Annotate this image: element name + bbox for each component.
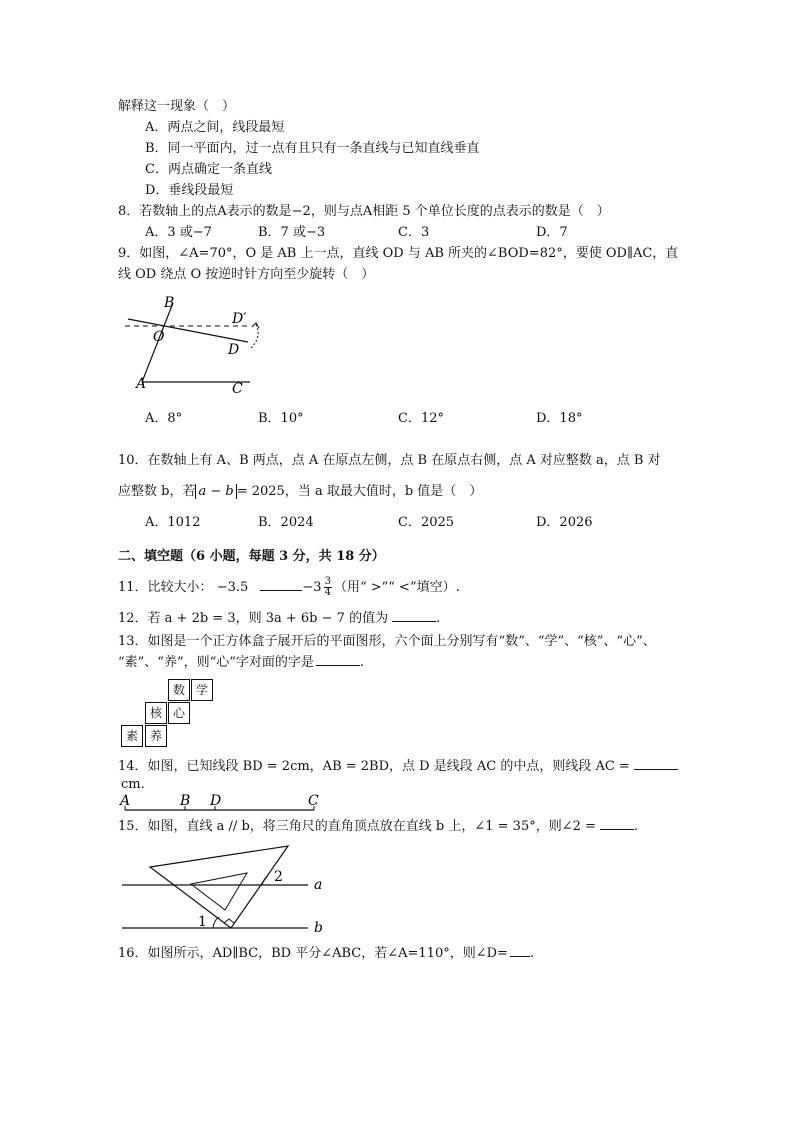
q14-answer-blank[interactable] <box>634 769 678 770</box>
q16-line <box>118 945 534 963</box>
section-2-title: 二、填空题（6 小题，每题 3 分，共 18 分） <box>118 549 385 564</box>
q10-line2-b: = 2025，当 a 取最大值时，b 值是（ ） <box>236 484 483 499</box>
q11-suffix: （用“ >”“ <”填空）. <box>333 580 460 595</box>
label-d: D <box>210 793 222 809</box>
q8-option-b: B．7 或−3 <box>258 225 326 240</box>
q14-line1 <box>118 758 678 776</box>
q9-option-d: D．18° <box>536 411 583 426</box>
q9-option-b: B．10° <box>258 411 304 426</box>
q11-fraction: $\frac{3}{4}$ <box>324 576 331 598</box>
q10-option-d: D．2026 <box>536 515 593 530</box>
line-od <box>128 319 248 342</box>
label-d-prime: D′ <box>232 311 247 327</box>
q10-option-a: A．1012 <box>145 515 201 530</box>
q10-option-b: B．2024 <box>258 515 314 530</box>
q15-line <box>118 818 638 836</box>
label-b: B <box>180 793 191 809</box>
q12-text: 12．若 a + 2b = 3，则 3a + 6b − 7 的值为 <box>118 611 389 626</box>
q14-segment-figure <box>118 793 328 815</box>
label-a: a <box>314 877 323 893</box>
q15-answer-blank[interactable] <box>600 829 634 830</box>
q9-option-a: A．8° <box>145 411 183 426</box>
q10-line1: 10．在数轴上有 A、B 两点，点 A 在原点左侧，点 B 在原点右侧，点 A 对应整数 a，点 B 对 <box>118 453 661 468</box>
label-c: C <box>232 381 243 397</box>
net-cell-xin: 心 <box>168 702 190 724</box>
label-a: A <box>120 793 131 809</box>
angle-2-label: 2 <box>274 869 283 885</box>
q15-figure <box>118 840 338 940</box>
net-cell-yang: 养 <box>145 725 167 747</box>
net-cell-he: 核 <box>145 702 167 724</box>
q16-text: 16．如图所示，AD∥BC，BD 平分∠ABC，若∠A=110°，则∠D= <box>118 946 508 961</box>
q11-prefix: 11．比较大小： <box>118 580 213 595</box>
q9-line2: 线 OD 绕点 O 按逆时针方向至少旋转（ ） <box>118 267 375 282</box>
q8-stem: 8．若数轴上的点A表示的数是−2，则与点A相距 5 个单位长度的点表示的数是（ ） <box>118 204 610 219</box>
q8-option-a: A．3 或−7 <box>145 225 212 240</box>
q10-option-c: C．2025 <box>398 515 455 530</box>
q12-end: . <box>436 611 441 626</box>
q14-unit: cm <box>121 777 141 792</box>
q8-option-d: D．7 <box>536 225 568 240</box>
q9-figure <box>120 292 270 402</box>
q7-option-b: B．同一平面内，过一点有且只有一条直线与已知直线垂直 <box>145 141 480 156</box>
label-b: B <box>164 295 175 311</box>
net-cell-shu: 数 <box>168 679 190 701</box>
label-a: A <box>136 376 147 392</box>
triangle-ruler-outer <box>150 846 288 928</box>
q9-option-c: C．12° <box>398 411 444 426</box>
q7-option-d: D．垂线段最短 <box>145 183 234 198</box>
q13-line2 <box>118 654 364 672</box>
q12-line <box>118 610 440 628</box>
q8-option-c: C．3 <box>398 225 430 240</box>
q11-answer-blank[interactable] <box>260 590 302 591</box>
q13-answer-blank[interactable] <box>316 665 360 666</box>
angle-1-label: 1 <box>198 914 207 930</box>
q12-answer-blank[interactable] <box>392 621 436 622</box>
q7-option-c: C．两点确定一条直线 <box>145 162 272 177</box>
q14-end: . <box>140 777 145 792</box>
q10-abs-value: a − b <box>195 484 236 499</box>
label-c: C <box>308 793 319 809</box>
label-o: O <box>153 329 165 345</box>
q10-line2-a: 应整数 b，若 <box>118 484 196 499</box>
angle-2-arc <box>262 876 268 885</box>
q15-text: 15．如图，直线 a // b，将三角尺的直角顶点放在直线 b 上，∠1 = 35°，则∠2 = <box>118 819 596 834</box>
q13-line1: 13．如图是一个正方体盒子展开后的平面图形，六个面上分别写有“数”、“学”、“核”、“心”、 <box>118 634 656 649</box>
q15-end: . <box>633 819 639 834</box>
q11-right-whole: −3 <box>302 580 322 595</box>
label-d: D <box>228 342 240 358</box>
q7-stem-end: 解释这一现象（ ） <box>118 99 236 114</box>
rotation-arrow-icon <box>251 324 258 348</box>
q9-line1: 9．如图，∠A=70°，O 是 AB 上一点，直线 OD 与 AB 所夹的∠BOD=82°，要使 OD∥AC，直 <box>118 246 679 261</box>
q13-end: . <box>359 655 365 670</box>
q14-line2 <box>121 776 145 794</box>
q16-answer-blank[interactable] <box>510 956 530 957</box>
q16-end: . <box>529 946 535 961</box>
net-cell-xue: 学 <box>191 679 213 701</box>
q11-left: −3.5 <box>216 580 249 595</box>
net-cell-su: 素 <box>121 725 143 747</box>
q11-line <box>118 577 460 599</box>
label-b: b <box>314 920 323 936</box>
q13-line2-text: “素”、“养”，则“心”字对面的字是 <box>118 655 314 670</box>
q7-option-a: A．两点之间，线段最短 <box>145 120 285 135</box>
q14-text: 14．如图，已知线段 BD = 2cm，AB = 2BD，点 D 是线段 AC 的中点，则线段 AC = <box>118 759 630 774</box>
q10-line2 <box>118 483 482 501</box>
